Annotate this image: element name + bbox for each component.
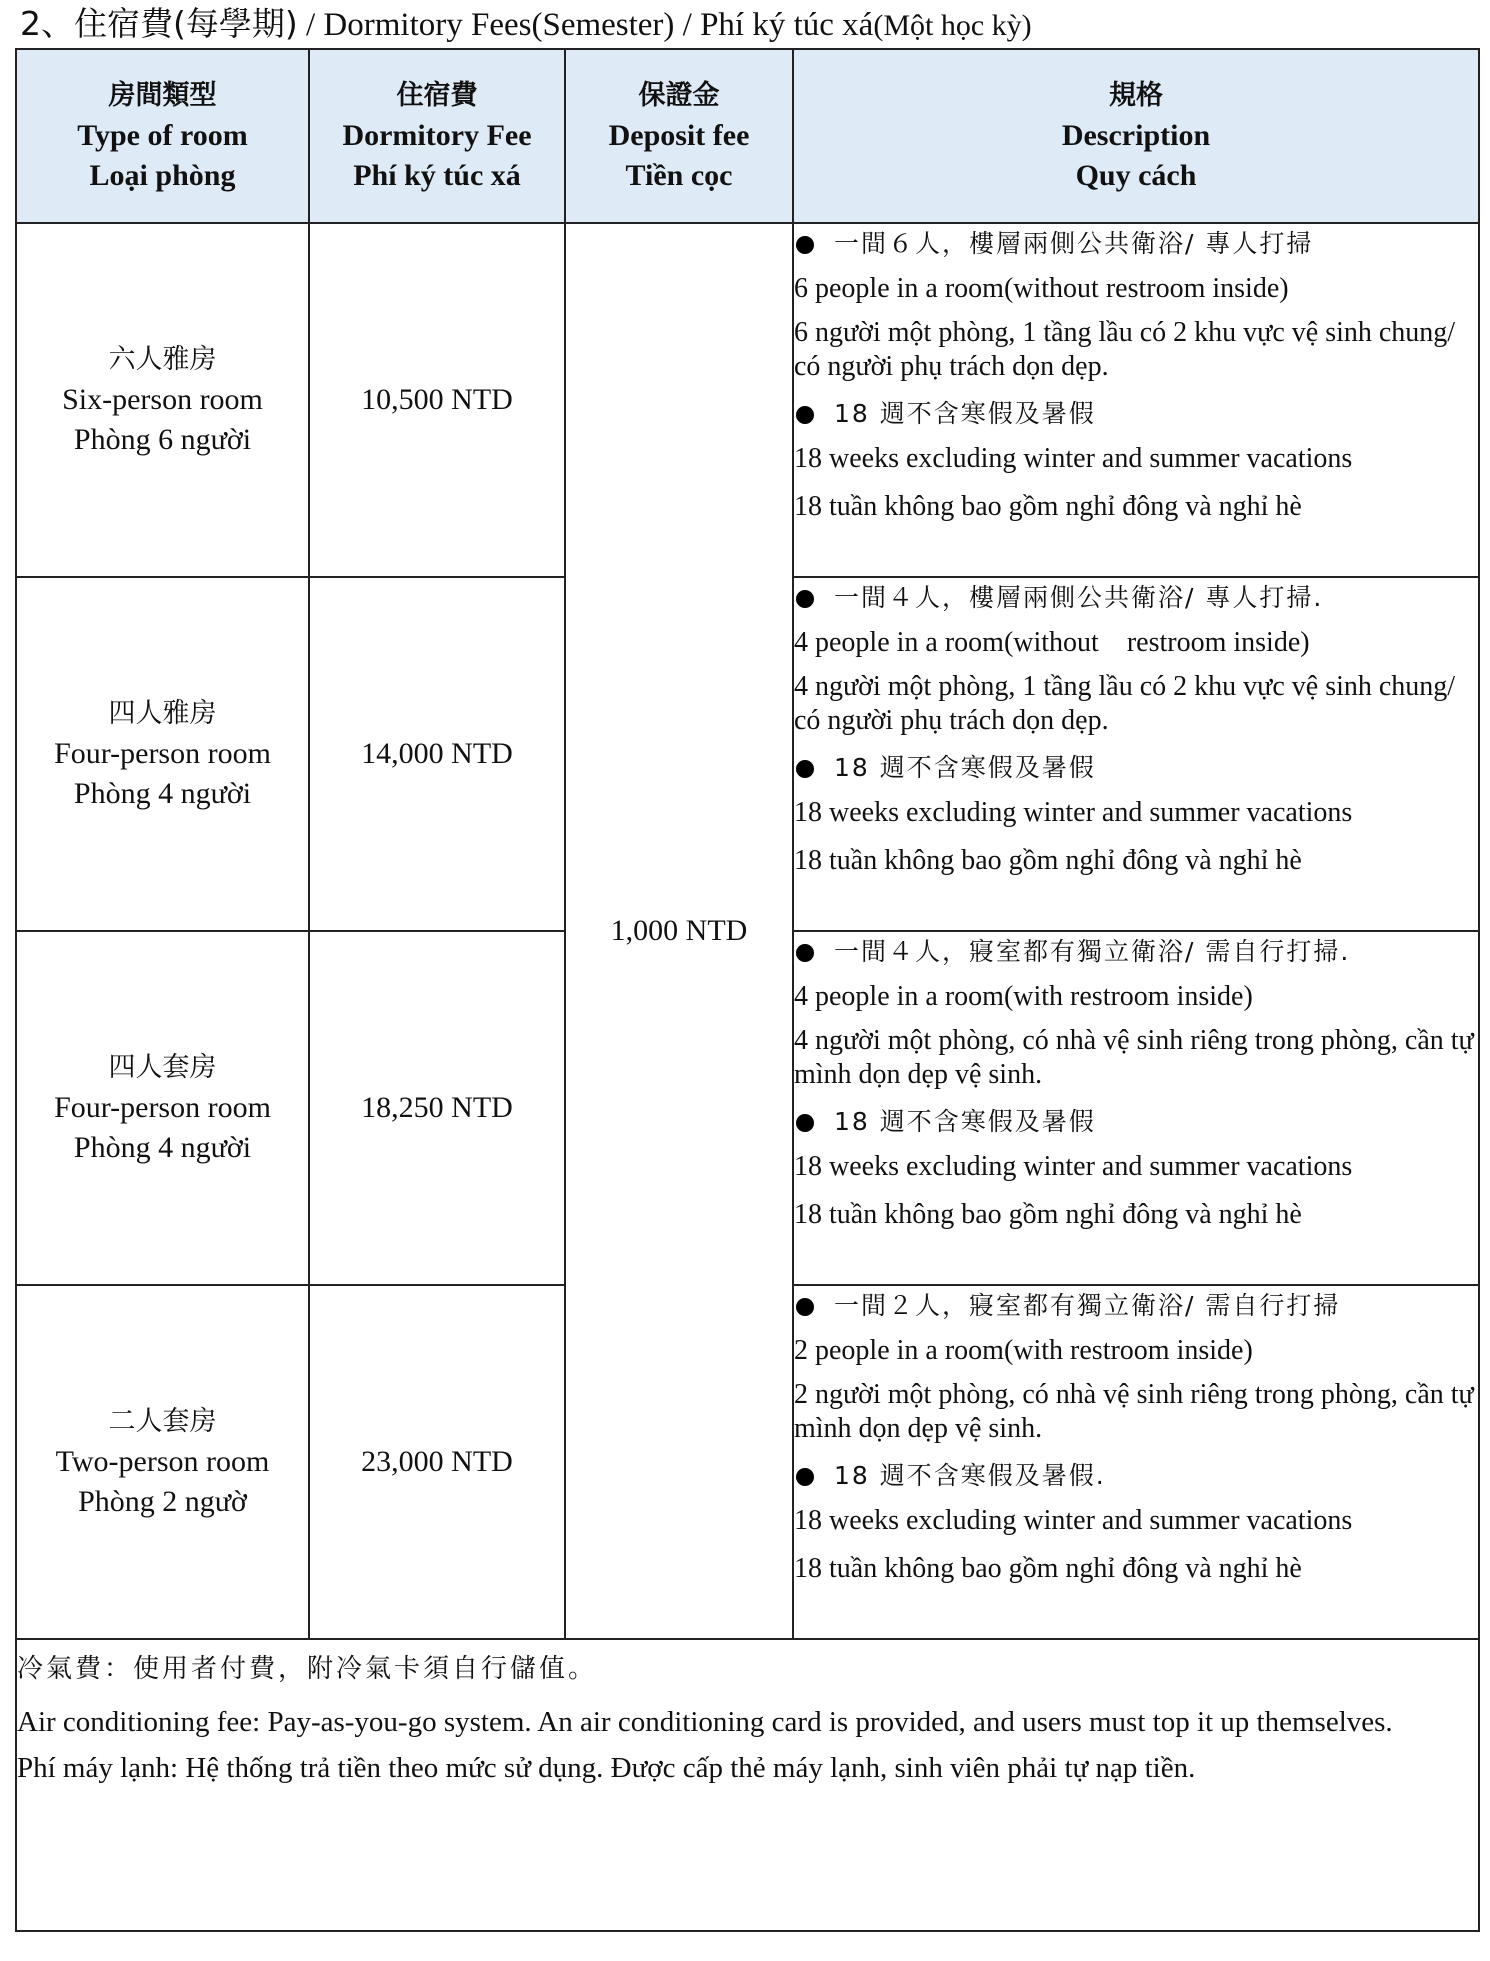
- header-en: Description: [1061, 119, 1211, 152]
- description-en-2: 18 weeks excluding winter and summer vacations: [794, 797, 1353, 828]
- description-bullet-1: [794, 224, 1478, 264]
- room-type-zh: 二人套房: [108, 1406, 217, 1437]
- header-en: Dormitory Fee: [342, 119, 532, 152]
- bullet-icon: [796, 1114, 814, 1132]
- header-dormitory-fee: [309, 49, 565, 223]
- description-bullet-2: [794, 1456, 1478, 1496]
- description-en-2: 18 weeks excluding winter and summer vacations: [794, 1151, 1353, 1182]
- description-vi-1: 4 người một phòng, 1 tầng lầu có 2 khu vực vệ sinh chung/ có người phụ trách dọn dẹp.: [794, 671, 1456, 736]
- description-vi-2: 18 tuần không bao gồm nghỉ đông và nghỉ hè: [794, 1553, 1302, 1584]
- bullet-text: 18 週不含寒假及暑假.: [834, 1461, 1106, 1490]
- description-cell: [793, 1285, 1479, 1639]
- description-vi-1: 6 người một phòng, 1 tầng lầu có 2 khu vực vệ sinh chung/ có người phụ trách dọn dẹp.: [794, 317, 1456, 382]
- description-vi-2: 18 tuần không bao gồm nghỉ đông và nghỉ hè: [794, 1199, 1302, 1230]
- description-en-1: 2 people in a room(with restroom inside): [794, 1335, 1253, 1366]
- dormitory-fee-cell: 14,000 NTD: [309, 577, 565, 931]
- note-row: [16, 1639, 1479, 1931]
- description-en-1: 4 people in a room(without restroom inside): [794, 627, 1310, 658]
- header-zh: 保證金: [638, 80, 720, 111]
- room-type-cell: [16, 577, 309, 931]
- bullet-text: 一間２人，寢室都有獨立衛浴/ 需自行打掃: [834, 1291, 1341, 1320]
- room-type-en: Six-person room: [62, 383, 263, 416]
- note-vi: Phí máy lạnh: Hệ thống trả tiền theo mức sử dụng. Được cấp thẻ máy lạnh, sinh viên phải tự nạp tiền.: [17, 1752, 1196, 1784]
- deposit-fee-cell: 1,000 NTD: [565, 223, 793, 1639]
- bullet-icon: [796, 944, 814, 962]
- description-en-2: 18 weeks excluding winter and summer vacations: [794, 443, 1353, 474]
- bullet-icon: [796, 1298, 814, 1316]
- bullet-text: 一間６人，樓層兩側公共衛浴/ 專人打掃: [834, 229, 1314, 258]
- header-zh: 規格: [1109, 80, 1163, 111]
- description-cell: [793, 577, 1479, 931]
- note-zh: 冷氣費：使用者付費，附冷氣卡須自行儲值。: [17, 1654, 598, 1684]
- title-zh: 住宿費(每學期): [74, 4, 298, 43]
- header-description: [793, 49, 1479, 223]
- dormitory-fee-cell: 23,000 NTD: [309, 1285, 565, 1639]
- title-en: / Dormitory Fees(Semester) / Phí ký túc xá: [297, 7, 874, 43]
- description-en-1: 4 people in a room(with restroom inside): [794, 981, 1253, 1012]
- description-bullet-1: [794, 578, 1478, 618]
- section-title: [20, 2, 1032, 46]
- room-type-zh: 四人套房: [108, 1052, 217, 1083]
- bullet-icon: [796, 406, 814, 424]
- description-vi-2: 18 tuần không bao gồm nghỉ đông và nghỉ hè: [794, 845, 1302, 876]
- room-type-cell: [16, 1285, 309, 1639]
- room-type-en: Four-person room: [54, 737, 271, 770]
- room-type-cell: [16, 931, 309, 1285]
- bullet-text: 18 週不含寒假及暑假: [834, 1107, 1096, 1136]
- room-type-vi: Phòng 6 người: [73, 423, 252, 456]
- description-vi-1: 4 người một phòng, có nhà vệ sinh riêng trong phòng, cần tự mình dọn dẹp vệ sinh.: [794, 1025, 1474, 1090]
- table-row: [16, 223, 1479, 577]
- description-cell: [793, 931, 1479, 1285]
- description-bullet-2: [794, 1102, 1478, 1142]
- dormitory-fee-cell: 18,250 NTD: [309, 931, 565, 1285]
- description-cell: [793, 223, 1479, 577]
- header-vi: Tiền cọc: [625, 159, 733, 192]
- section-separator: 、: [41, 4, 74, 43]
- room-type-cell: [16, 223, 309, 577]
- table-header-row: [16, 49, 1479, 223]
- room-type-en: Four-person room: [54, 1091, 271, 1124]
- bullet-icon: [796, 1468, 814, 1486]
- header-zh: 住宿費: [396, 80, 478, 111]
- bullet-text: 一間４人，樓層兩側公共衛浴/ 專人打掃.: [834, 583, 1324, 612]
- header-deposit: [565, 49, 793, 223]
- header-room-type: [16, 49, 309, 223]
- bullet-text: 一間４人，寢室都有獨立衛浴/ 需自行打掃.: [834, 937, 1351, 966]
- header-zh: 房間類型: [108, 80, 217, 111]
- header-en: Type of room: [77, 119, 248, 152]
- room-type-en: Two-person room: [55, 1445, 270, 1478]
- bullet-text: 18 週不含寒假及暑假: [834, 399, 1096, 428]
- description-en-1: 6 people in a room(without restroom inside): [794, 273, 1289, 304]
- description-bullet-1: [794, 1286, 1478, 1326]
- dormitory-fee-cell: 10,500 NTD: [309, 223, 565, 577]
- room-type-vi: Phòng 2 ngườ: [78, 1485, 247, 1518]
- room-type-zh: 四人雅房: [108, 698, 217, 729]
- room-type-vi: Phòng 4 người: [73, 777, 252, 810]
- title-vi-small: (Một học kỳ): [873, 9, 1032, 42]
- description-bullet-1: [794, 932, 1478, 972]
- bullet-icon: [796, 590, 814, 608]
- description-en-2: 18 weeks excluding winter and summer vacations: [794, 1505, 1353, 1536]
- section-number: 2: [20, 4, 41, 43]
- dormitory-fees-table: [15, 48, 1480, 1932]
- note-en: Air conditioning fee: Pay-as-you-go system. An air conditioning card is provided, and users must top it up themselves.: [17, 1706, 1393, 1738]
- header-en: Deposit fee: [608, 119, 750, 152]
- header-vi: Phí ký túc xá: [353, 159, 521, 192]
- description-bullet-2: [794, 748, 1478, 788]
- description-vi-2: 18 tuần không bao gồm nghỉ đông và nghỉ hè: [794, 491, 1302, 522]
- room-type-zh: 六人雅房: [108, 344, 217, 375]
- description-bullet-2: [794, 394, 1478, 434]
- bullet-icon: [796, 760, 814, 778]
- room-type-vi: Phòng 4 người: [73, 1131, 252, 1164]
- bullet-text: 18 週不含寒假及暑假: [834, 753, 1096, 782]
- air-conditioning-note: [16, 1639, 1479, 1931]
- description-vi-1: 2 người một phòng, có nhà vệ sinh riêng trong phòng, cần tự mình dọn dẹp vệ sinh.: [794, 1379, 1474, 1444]
- bullet-icon: [796, 236, 814, 254]
- header-vi: Loại phòng: [89, 159, 236, 192]
- header-vi: Quy cách: [1075, 159, 1197, 192]
